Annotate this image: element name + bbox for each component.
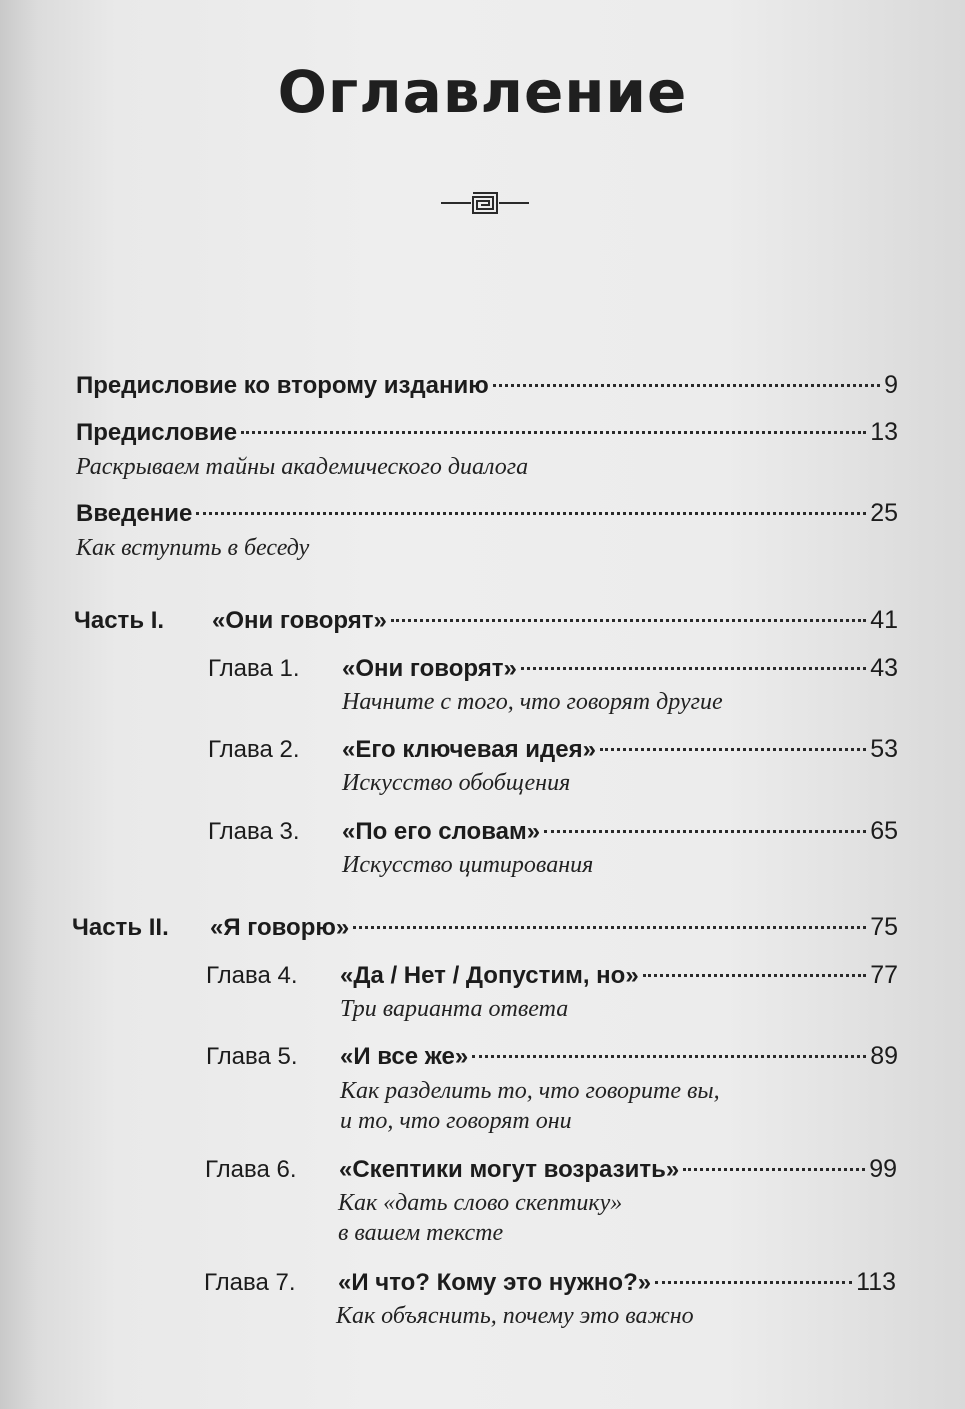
dot-leader: [241, 431, 866, 434]
page-number: 113: [856, 1268, 896, 1296]
toc-entry-introduction[interactable]: [76, 498, 898, 529]
toc-entry-preface[interactable]: [76, 417, 898, 448]
chapter-subtitle-line-2: и то, что говорят они: [340, 1108, 572, 1134]
part-label: Часть I.: [74, 607, 165, 634]
toc-chapter-7[interactable]: [204, 1267, 896, 1298]
chapter-label: Глава 5.: [206, 1043, 298, 1070]
toc-part-1[interactable]: [74, 605, 898, 636]
dot-leader: [391, 619, 866, 622]
chapter-title: «Да / Нет / Допустим, но»: [340, 962, 639, 989]
dot-leader: [472, 1055, 866, 1058]
page-number: 43: [870, 654, 898, 682]
part-title: «Я говорю»: [210, 914, 350, 941]
toc-chapter-2[interactable]: [208, 734, 898, 765]
chapter-label: Глава 6.: [205, 1156, 297, 1183]
page-title: Оглавление: [277, 58, 688, 126]
chapter-title: «Они говорят»: [342, 655, 517, 682]
page-number: 25: [870, 499, 898, 527]
page-number: 75: [870, 913, 898, 941]
chapter-title: «И что? Кому это нужно?»: [338, 1269, 652, 1296]
dot-leader: [544, 830, 866, 833]
page-number: 65: [870, 817, 898, 845]
page-number: 41: [870, 606, 898, 634]
toc-chapter-3[interactable]: [208, 816, 898, 847]
entry-title: Предисловие: [76, 419, 238, 446]
chapter-label: Глава 2.: [208, 736, 300, 763]
entry-subtitle: Раскрываем тайны академического диалога: [76, 454, 529, 480]
chapter-title: «И все же»: [340, 1043, 469, 1070]
dot-leader: [353, 926, 866, 929]
page-number: 99: [869, 1155, 897, 1183]
page-number: 53: [870, 735, 898, 763]
entry-subtitle: Как вступить в беседу: [76, 535, 310, 561]
chapter-subtitle-line-1: Как разделить то, что говорите вы,: [340, 1078, 720, 1104]
entry-title: Введение: [76, 500, 193, 527]
chapter-label: Глава 7.: [204, 1269, 296, 1296]
chapter-subtitle-line-2: в вашем тексте: [338, 1220, 504, 1246]
toc-chapter-5[interactable]: [206, 1041, 898, 1072]
page-number: 77: [870, 961, 898, 989]
dot-leader: [643, 974, 867, 977]
chapter-title: «По его словам»: [342, 818, 541, 845]
page-number: 89: [870, 1042, 898, 1070]
chapter-subtitle-line-1: Как «дать слово скептику»: [338, 1190, 623, 1216]
page-number: 9: [884, 371, 898, 399]
chapter-label: Глава 4.: [206, 962, 298, 989]
chapter-label: Глава 1.: [208, 655, 300, 682]
dot-leader: [600, 748, 866, 751]
dot-leader: [655, 1281, 852, 1284]
chapter-subtitle: Искусство обобщения: [342, 770, 571, 796]
entry-title: Предисловие ко второму изданию: [76, 372, 489, 399]
part-title: «Они говорят»: [212, 607, 387, 634]
chapter-title: «Скептики могут возразить»: [339, 1156, 680, 1183]
chapter-subtitle: Как объяснить, почему это важно: [336, 1303, 694, 1329]
toc-part-2[interactable]: [72, 912, 898, 943]
dot-leader: [196, 512, 866, 515]
ornament-divider: [441, 190, 529, 216]
chapter-subtitle: Три варианта ответа: [340, 996, 569, 1022]
toc-chapter-1[interactable]: [208, 653, 898, 684]
chapter-label: Глава 3.: [208, 818, 300, 845]
toc-chapter-6[interactable]: [205, 1154, 897, 1185]
chapter-title: «Его ключевая идея»: [342, 736, 596, 763]
toc-chapter-4[interactable]: [206, 960, 898, 991]
dot-leader: [683, 1168, 865, 1171]
chapter-subtitle: Искусство цитирования: [342, 852, 594, 878]
dot-leader: [493, 384, 880, 387]
page-number: 13: [870, 418, 898, 446]
part-label: Часть II.: [72, 914, 169, 941]
dot-leader: [521, 667, 866, 670]
chapter-subtitle: Начните с того, что говорят другие: [342, 689, 723, 715]
toc-entry-preface-2nd[interactable]: [76, 370, 898, 401]
